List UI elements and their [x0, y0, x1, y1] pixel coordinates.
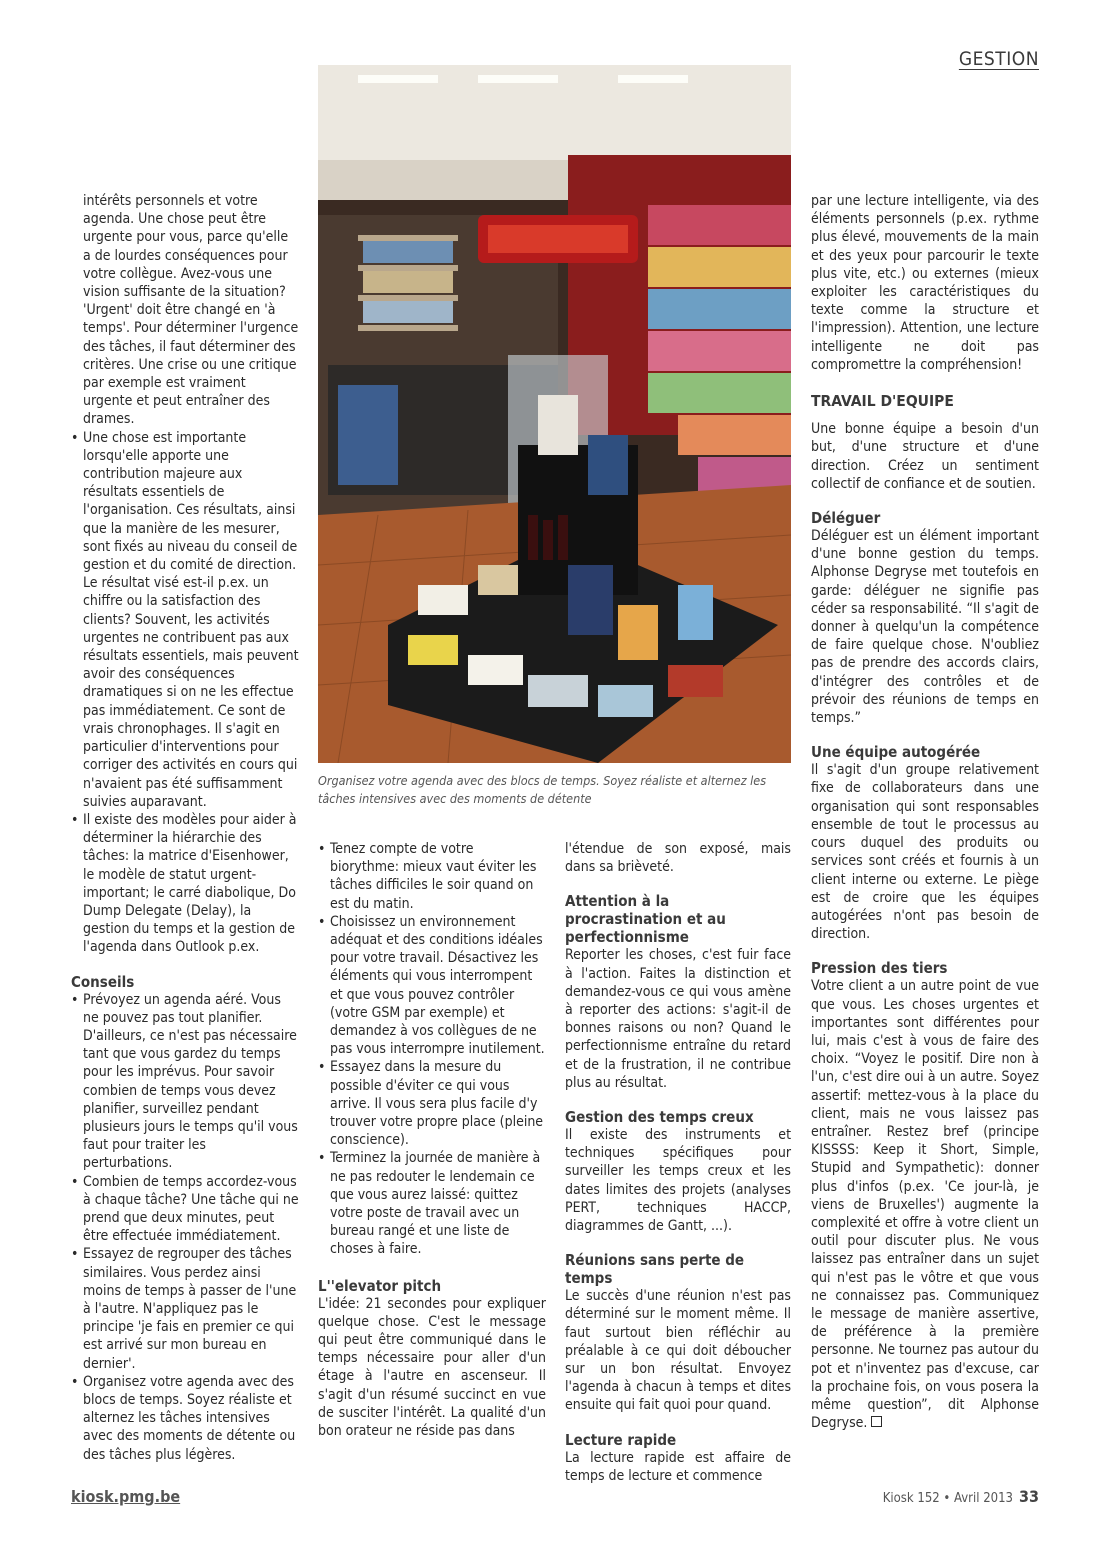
- paragraph: Le succès d'une réunion n'est pas déterminé sur le moment même. Il faut surtout bien réfléchir au préalable à ce qui doit déboucher sur un bon résultat. Envoyez l'agenda à chacun à temps et dites ensuite qui fait quoi pour quand.: [565, 1288, 791, 1414]
- heading-conseils: Conseils: [71, 972, 135, 991]
- column-3: [565, 840, 791, 1485]
- bullet-text: Prévoyez un agenda aéré. Vous ne pouvez pas tout planifier. D'ailleurs, ce n'est pas nécessaire tant que vous gardez du temps pour les imprévus. Pour savoir combien de temps vous devez planifier, surveillez pendant plusieurs jours le temps qu'il vous faut pour traiter les perturbations.: [83, 991, 298, 1172]
- column-1: [71, 192, 299, 1464]
- paragraph: [811, 977, 1039, 1432]
- bullet-item: • Une chose est importante lorsqu'elle apporte une contribution majeure aux résultats essentiels de l'organisation. Ces résultats, ainsi que la manière de les mesurer, sont fixés au niveau du conseil de gestion et du comité de direction. Le résultat visé est-il p.ex. un chiffre ou la satisfaction des clients? Souvent, les activités urgentes ne contribuent pas aux résultats essentiels, mais peuvent avoir des conséquences dramatiques si on ne les effectue pas immédiatement. Ce sont de vrais chronophages. Il s'agit en particulier d'interventions pour corriger des activités en cours qui n'avaient pas été suffisamment suivies auparavant.: [71, 429, 299, 810]
- bullet-text: Terminez la journée de manière à ne pas redouter le lendemain ce que vous aurez laissé: quittez votre poste de travail avec un bureau rangé et une liste de choses à faire.: [330, 1150, 541, 1258]
- bullet-item: • Terminez la journée de manière à ne pas redouter le lendemain ce que vous aurez laissé: quittez votre poste de travail avec un bureau rangé et une liste de choses à faire.: [318, 1149, 546, 1258]
- section-label: GESTION: [958, 48, 1039, 70]
- end-of-article-icon: [871, 1416, 882, 1427]
- bullet-item: • Organisez votre agenda avec des blocs de temps. Soyez réaliste et alternez les tâches intensives avec des moments de détente ou des tâches plus légères.: [71, 1373, 299, 1464]
- paragraph: Reporter les choses, c'est fuir face à l'action. Faites la distinction et demandez-vous ce qui vous amène à reporter des actions: s'agit-il de bonnes raisons ou non? Quand le perfectionnisme entraîne du retard et de la frustration, il ne contribue plus au résultat.: [565, 947, 791, 1091]
- bullet-text: Choisissez un environnement adéquat et des conditions idéales pour votre travail. Désactivez les éléments qui vous interrompent et que vous pouvez contrôler (votre GSM par exemple) et demandez à vos collègues de ne pas vous interrompre inutilement.: [330, 913, 545, 1058]
- column-2: [318, 840, 546, 1440]
- paragraph: La lecture rapide est affaire de temps de lecture et commence: [565, 1449, 791, 1484]
- page-number: 33: [1018, 1487, 1039, 1506]
- heading-travail-equipe: TRAVAIL D'EQUIPE: [811, 392, 954, 411]
- bullet-text: Une chose est importante lorsqu'elle apporte une contribution majeure aux résultats essentiels de l'organisation. Ces résultats, ainsi que la manière de les mesurer, sont fixés au niveau du conseil de gestion et du comité de direction. Le résultat visé est-il p.ex. un chiffre ou la satisfaction des clients? Souvent, les activités urgentes ne contribuent pas aux résultats essentiels, mais peuvent avoir des conséquences dramatiques si on ne les effectue pas immédiatement. Ce sont de vrais chronophages. Il s'agit en particulier d'interventions pour corriger des activités en cours qui n'avaient pas été suffisamment suivies auparavant.: [83, 429, 299, 810]
- paragraph: intérêts personnels et votre agenda. Une chose peut être urgente pour vous, parce qu'elle a de lourdes conséquences pour votre collègue. Avez-vous une vision suffisante de la situation? 'Urgent' doit être changé en 'à temps'. Pour déterminer l'urgence des tâches, il faut déterminer des critères. Une crise ou une critique par exemple est vraiment urgente et peut entraîner des drames.: [83, 193, 299, 428]
- paragraph-text: Votre client a un autre point de vue que vous. Les choses urgentes et importantes sont différentes pour lui, mais c'est à vous de faire des choix. “Voyez le positif. Dire non à l'un, c'est dire oui à un autre. Soyez assertif: mettez-vous à la place du client, mais ne vous laissez pas entraîner. Restez bref (principe KISSSS: Keep it Short, Simple, Stupid and Sympathetic): donner plus d'infos (p.ex. 'Ce jour-là, je viens de Bruxelles') augmente la complexité et offre à votre client un outil pour discuter plus. Ne vous laissez pas entraîner dans un sujet qui n'est pas le vôtre et que vous ne connaissez pas. Communiquez le message de manière assertive, de préférence à la première personne. Ne tournez pas autour du pot et n'inventez pas d'excuse, car la prochaine fois, on vous posera la même question”, dit Alphonse Degryse.: [811, 978, 1039, 1432]
- bullet-text: Essayez de regrouper des tâches similaires. Vous perdez ainsi moins de temps à passer de l'une à l'autre. N'appliquez pas le principe 'je fais en premier ce qui est arrivé sur mon bureau en dernier'.: [83, 1246, 297, 1372]
- shop-interior-photo: [318, 65, 791, 763]
- footer-issue: [883, 1487, 1039, 1506]
- bullet-text: Tenez compte de votre biorythme: mieux vaut éviter les tâches difficiles le soir quand on est du matin.: [330, 841, 537, 912]
- heading-temps-creux: Gestion des temps creux: [565, 1108, 754, 1127]
- bullet-item: • Combien de temps accordez-vous à chaque tâche? Une tâche qui ne prend que deux minutes, peut être effectuée immédiatement.: [71, 1173, 299, 1245]
- paragraph: Une bonne équipe a besoin d'un but, d'une structure et d'une direction. Créez un sentiment collectif de confiance et de soutien.: [811, 421, 1039, 492]
- paragraph: Il s'agit d'un groupe relativement fixe de collaborateurs dans une organisation qui sont responsables ensemble de tout le processus au cours duquel des produits ou services sont créés et fournis à un client interne ou externe. Le piège est de croire que les équipes autogérées n'ont pas besoin de direction.: [811, 762, 1039, 943]
- footer-site-link[interactable]: kiosk.pmg.be: [71, 1487, 181, 1506]
- photo-caption: Organisez votre agenda avec des blocs de temps. Soyez réaliste et alternez les tâches intensives avec des moments de détente: [318, 773, 767, 806]
- heading-deleguer: Déléguer: [811, 509, 881, 528]
- bullet-text: Combien de temps accordez-vous à chaque tâche? Une tâche qui ne prend que deux minutes, peut être effectuée immédiatement.: [83, 1173, 299, 1245]
- heading-procrastination: Attention à la procrastination et au perfectionnisme: [565, 892, 726, 947]
- heading-equipe-autogeree: Une équipe autogérée: [811, 743, 981, 762]
- issue-label: Kiosk 152 • Avril 2013: [882, 1491, 1013, 1506]
- paragraph: par une lecture intelligente, via des éléments personnels (p.ex. rythme plus élevé, mouvements de la main et des yeux pour parcourir le texte plus vite, etc.) ou externes (mieux exploiter les caractéristiques du texte comme la structure et l'impression). Attention, une lecture intelligente ne doit pas compromettre la compréhension!: [811, 193, 1039, 373]
- bullet-item: • Prévoyez un agenda aéré. Vous ne pouvez pas tout planifier. D'ailleurs, ce n'est pas nécessaire tant que vous gardez du temps pour les imprévus. Pour savoir combien de temps vous devez planifier, surveillez pendant plusieurs jours le temps qu'il vous faut pour traiter les perturbations.: [71, 991, 298, 1172]
- heading-reunions: Réunions sans perte de temps: [565, 1251, 745, 1288]
- paragraph: l'étendue de son exposé, mais dans sa brièveté.: [565, 841, 791, 876]
- bullet-text: Il existe des modèles pour aider à déterminer la hiérarchie des tâches: la matrice d'Eisenhower, le modèle de statut urgent-important; le carré diabolique, Do Dump Delegate (Delay), la gestion du temps et la gestion de l'agenda dans Outlook p.ex.: [83, 811, 297, 956]
- shop-interior-illustration: [318, 65, 791, 763]
- bullet-item: • Essayez de regrouper des tâches similaires. Vous perdez ainsi moins de temps à passer de l'une à l'autre. N'appliquez pas le principe 'je fais en premier ce qui est arrivé sur mon bureau en dernier'.: [71, 1245, 299, 1372]
- bullet-item: • Il existe des modèles pour aider à déterminer la hiérarchie des tâches: la matrice d'Eisenhower, le modèle de statut urgent-important; le carré diabolique, Do Dump Delegate (Delay), la gestion du temps et la gestion de l'agenda dans Outlook p.ex.: [71, 811, 299, 957]
- bullet-item: • Tenez compte de votre biorythme: mieux vaut éviter les tâches difficiles le soir quand on est du matin.: [318, 840, 546, 913]
- bullet-item: • Essayez dans la mesure du possible d'éviter ce qui vous arrive. Il vous sera plus facile d'y trouver votre propre place (pleine conscience).: [318, 1058, 546, 1149]
- heading-elevator-pitch: L''elevator pitch: [318, 1276, 442, 1295]
- heading-lecture-rapide: Lecture rapide: [565, 1430, 677, 1449]
- column-4: [811, 192, 1039, 1432]
- paragraph: Il existe des instruments et techniques spécifiques pour surveiller les temps creux et les dates limites des projets (analyses PERT, techniques HACCP, diagrammes de Gantt, ...).: [565, 1127, 791, 1235]
- bullet-text: Essayez dans la mesure du possible d'éviter ce qui vous arrive. Il vous sera plus facile d'y trouver votre propre place (pleine conscience).: [330, 1059, 544, 1149]
- heading-pression-tiers: Pression des tiers: [811, 959, 948, 978]
- paragraph: Déléguer est un élément important d'une bonne gestion du temps. Alphonse Degryse met toutefois en garde: déléguer ne signifie pas céder sa responsabilité. “Il s'agit de donner à quelqu'un la compétence de faire quelque chose. N'oubliez pas de prendre des accords clairs, d'intégrer des contrôles et de prévoir des réunions de temps en temps.”: [811, 528, 1039, 727]
- paragraph: L'idée: 21 secondes pour expliquer quelque chose. C'est le message qui peut être communiqué dans le temps nécessaire pour aller d'un étage à l'autre en ascenseur. Il s'agit d'un résumé succinct en vue de susciter l'intérêt. La qualité d'un bon orateur ne réside pas dans: [318, 1295, 546, 1440]
- bullet-text: Organisez votre agenda avec des blocs de temps. Soyez réaliste et alternez les tâches intensives avec des moments de détente ou des tâches plus légères.: [83, 1373, 296, 1463]
- bullet-item: • Choisissez un environnement adéquat et des conditions idéales pour votre travail. Désactivez les éléments qui vous interrompent et que vous pouvez contrôler (votre GSM par exemple) et demandez à vos collègues de ne pas vous interrompre inutilement.: [318, 913, 545, 1058]
